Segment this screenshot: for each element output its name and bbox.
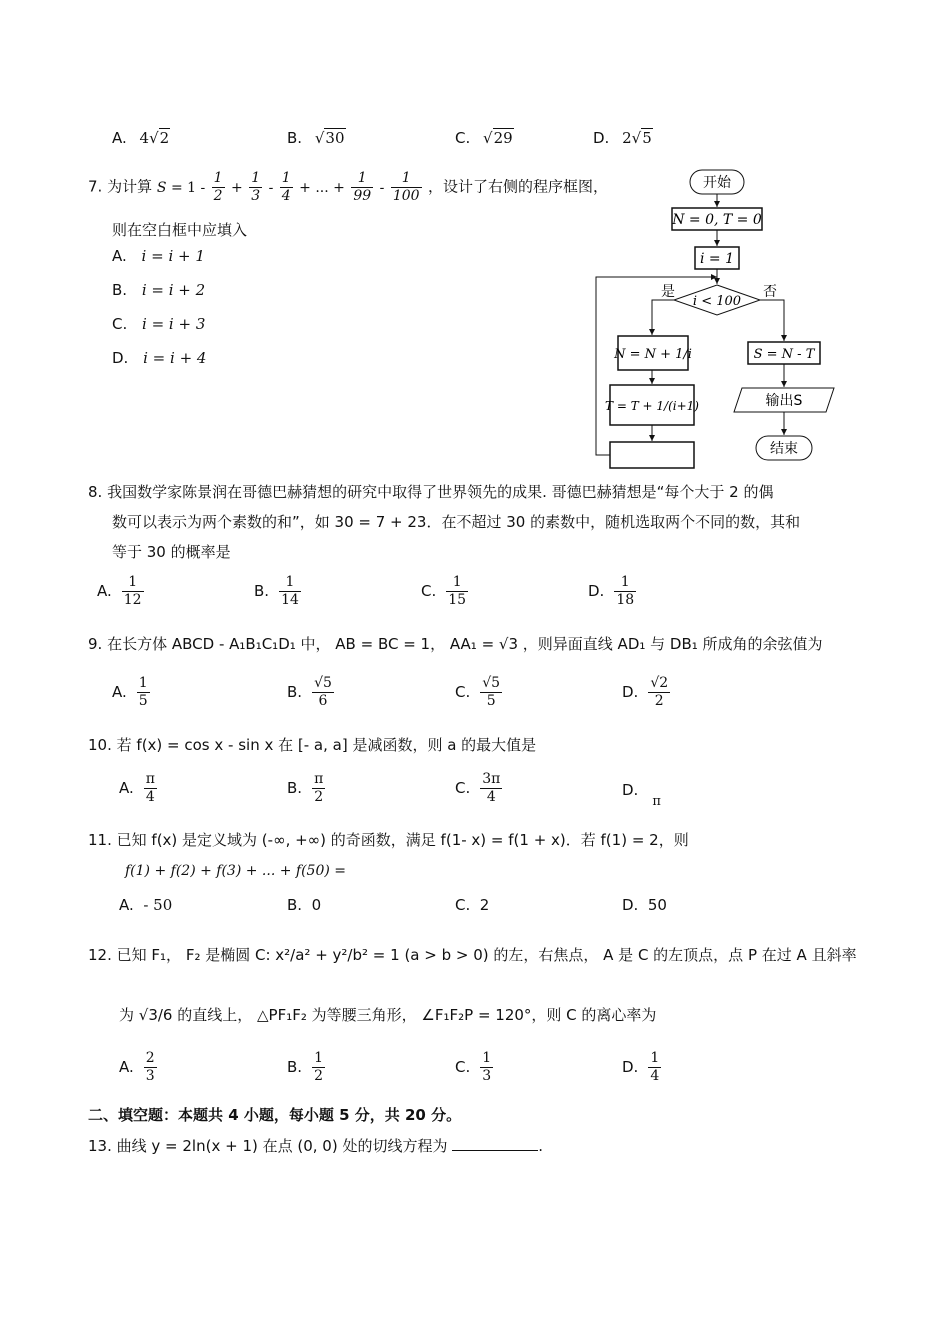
q8-line1: 8. 我国数学家陈景润在哥德巴赫猜想的研究中取得了世界领先的成果. 哥德巴赫猜想是“每个大于 2 的偶 bbox=[88, 483, 774, 501]
q10-option-a: A. $\frac{\pi}{4}$ bbox=[119, 771, 155, 805]
q7-number: 7. bbox=[88, 177, 103, 196]
q8-option-c: C. $\frac{1}{15}$ bbox=[421, 574, 467, 608]
q7-option-b: B. i = i + 2 bbox=[112, 281, 206, 299]
q10-stem: 10. 若 f(x) = cos x - sin x 在 [- a, a] 是减函数，则 a 的最大值是 bbox=[88, 736, 537, 754]
q12-option-b: B. $\frac{1}{2}$ bbox=[287, 1050, 323, 1084]
flowchart-yes-label: 是 bbox=[661, 284, 675, 300]
question-13: 13. 曲线 y = 2ln(x + 1) 在点 (0, 0) 处的切线方程为 . bbox=[88, 1137, 544, 1155]
flowchart-blank-box bbox=[610, 442, 694, 468]
flowchart bbox=[590, 160, 840, 472]
flowchart-no-label: 否 bbox=[763, 284, 777, 300]
q11-option-d: D. 50 bbox=[622, 896, 667, 914]
q11-line2: f(1) + f(2) + f(3) + ... + f(50) = bbox=[125, 863, 347, 879]
q6-option-a-value: 4√2 bbox=[139, 129, 170, 147]
q6-option-d: D. 2√5 bbox=[593, 129, 652, 147]
q10-option-c: C. $\frac{3\pi}{4}$ bbox=[455, 771, 501, 805]
q7-prefix: 为计算 bbox=[107, 177, 153, 196]
q12-option-d: D. $\frac{1}{4}$ bbox=[622, 1050, 660, 1084]
q7-option-d: D. i = i + 4 bbox=[112, 349, 207, 367]
q11-option-a: A. - 50 bbox=[119, 896, 173, 914]
q11-option-c: C. 2 bbox=[455, 896, 490, 914]
flowchart-condition-label: i < 100 bbox=[692, 294, 742, 309]
q13-answer-blank[interactable] bbox=[452, 1136, 538, 1151]
flowchart-step-n-label: N = N + 1/i bbox=[614, 347, 692, 362]
q12-line1: 12. 已知 F₁， F₂ 是椭圆 C: x²/a² + y²/b² = 1 (a > b > 0) 的左，右焦点， A 是 C 的左顶点，点 P 在过 A 且斜率 bbox=[88, 946, 857, 964]
q6-option-a: A. 4√2 bbox=[112, 129, 170, 147]
flowchart-output-label: 输出S bbox=[765, 393, 803, 409]
flowchart-init-label: N = 0, T = 0 bbox=[672, 212, 762, 228]
q7-line2: 则在空白框中应填入 bbox=[112, 221, 248, 239]
q8-line3: 等于 30 的概率是 bbox=[112, 543, 231, 561]
q12-line2: 为 √3/6 的直线上， △PF₁F₂ 为等腰三角形， ∠F₁F₂P = 120°，则 C 的离心率为 bbox=[119, 1006, 657, 1024]
q10-option-d: D.π bbox=[622, 781, 661, 809]
q10-option-b: B. $\frac{\pi}{2}$ bbox=[287, 771, 324, 805]
q12-option-a: A. $\frac{2}{3}$ bbox=[119, 1050, 155, 1084]
q8-option-a: A. $\frac{1}{12}$ bbox=[97, 574, 142, 608]
q11-stem: 11. 已知 f(x) 是定义域为 (-∞, +∞) 的奇函数，满足 f(1- x) = f(1 + x)．若 f(1) = 2，则 bbox=[88, 831, 689, 849]
q8-line2: 数可以表示为两个素数的和”，如 30 = 7 + 23．在不超过 30 的素数中，随机选取两个不同的数，其和 bbox=[112, 513, 801, 531]
q9-option-a: A. $\frac{1}{5}$ bbox=[112, 675, 148, 709]
flowchart-compute-s-label: S = N - T bbox=[753, 347, 815, 362]
section-2-heading: 二、填空题：本题共 4 小题，每小题 5 分，共 20 分。 bbox=[88, 1106, 462, 1124]
q8-option-d: D. $\frac{1}{18}$ bbox=[588, 574, 635, 608]
q11-option-b: B. 0 bbox=[287, 896, 322, 914]
q9-option-c: C. $\frac{√5}{5}$ bbox=[455, 675, 501, 709]
q9-stem: 9. 在长方体 ABCD - A₁B₁C₁D₁ 中， AB = BC = 1， AA₁ = √3 ，则异面直线 AD₁ 与 DB₁ 所成角的余弦值为 bbox=[88, 635, 823, 653]
flowchart-end-label: 结束 bbox=[770, 441, 798, 457]
q13-text: 曲线 y = 2ln(x + 1) 在点 (0, 0) 处的切线方程为 bbox=[116, 1137, 448, 1155]
flowchart-init-i-label: i = 1 bbox=[699, 251, 735, 267]
q8-option-b: B. $\frac{1}{14}$ bbox=[254, 574, 299, 608]
q12-option-c: C. $\frac{1}{3}$ bbox=[455, 1050, 492, 1084]
q6-option-c: C. √29 bbox=[455, 129, 513, 147]
q7-formula: S = 1 - $\frac{1}{2}$ + $\frac{1}{3}$ - $\frac{1}{4}$ + ... + $\frac{1}{99}$ - $\frac{1}{100}$ bbox=[156, 170, 420, 204]
flowchart-step-t-label: T = T + 1/(i+1) bbox=[605, 399, 699, 413]
q9-option-d: D. $\frac{√2}{2}$ bbox=[622, 675, 669, 709]
q7-stem bbox=[88, 170, 608, 205]
q7-option-c: C. i = i + 3 bbox=[112, 315, 206, 333]
q7-option-a: A. i = i + 1 bbox=[112, 247, 205, 265]
flowchart-start-label: 开始 bbox=[703, 175, 731, 191]
q7-suffix: ，设计了右侧的程序框图， bbox=[428, 177, 609, 196]
q9-option-b: B. $\frac{√5}{6}$ bbox=[287, 675, 332, 709]
q6-option-b: B. √30 bbox=[287, 129, 345, 147]
